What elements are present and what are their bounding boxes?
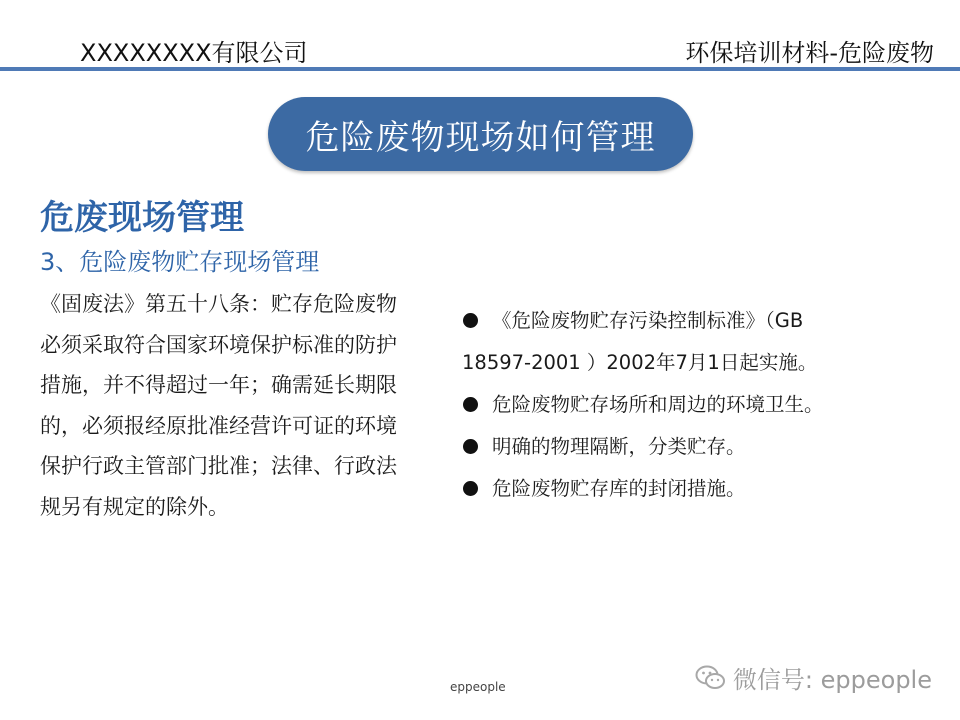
regulation-paragraph: 《固废法》第五十八条：贮存危险废物必须采取符合国家环境保护标准的防护措施，并不得超过一年；确需延长期限的，必须报经原批准经营许可证的环境保护行政主管部门批准；法律、行政法规另有规定的除外。 [40,292,397,519]
bullet-icon [463,481,478,496]
bullet-item [462,426,932,468]
wechat-watermark [695,660,932,695]
bullet-text: 明确的物理隔断，分类贮存。 [492,435,746,458]
wechat-icon [695,664,727,692]
document-title: 环保培训材料-危险废物 [685,39,934,67]
bullet-text: 危险废物贮存库的封闭措施。 [492,477,746,500]
bullet-icon [463,439,478,454]
bullet-icon [463,397,478,412]
bullet-icon [463,313,478,328]
footer-source: eppeople [450,680,506,694]
bullet-item [462,468,932,510]
bullet-text: 《危险废物贮存污染控制标准》（GB [492,309,804,332]
sub-heading: 3、危险废物贮存现场管理 [40,248,320,276]
bullet-item [462,300,932,384]
bullet-text: 危险废物贮存场所和周边的环境卫生。 [492,393,824,416]
bullet-item [462,384,932,426]
watermark-text: 微信号: eppeople [732,666,932,694]
section-heading: 危废现场管理 [40,198,244,238]
bullet-text-continuation: 18597-2001 ）2002年7月1日起实施。 [462,351,818,374]
header-divider [0,67,960,71]
bullet-list [462,300,932,510]
slide-title: 危险废物现场如何管理 [305,117,656,158]
slide-title-banner [268,97,693,171]
company-name: XXXXXXXX有限公司 [80,39,308,67]
